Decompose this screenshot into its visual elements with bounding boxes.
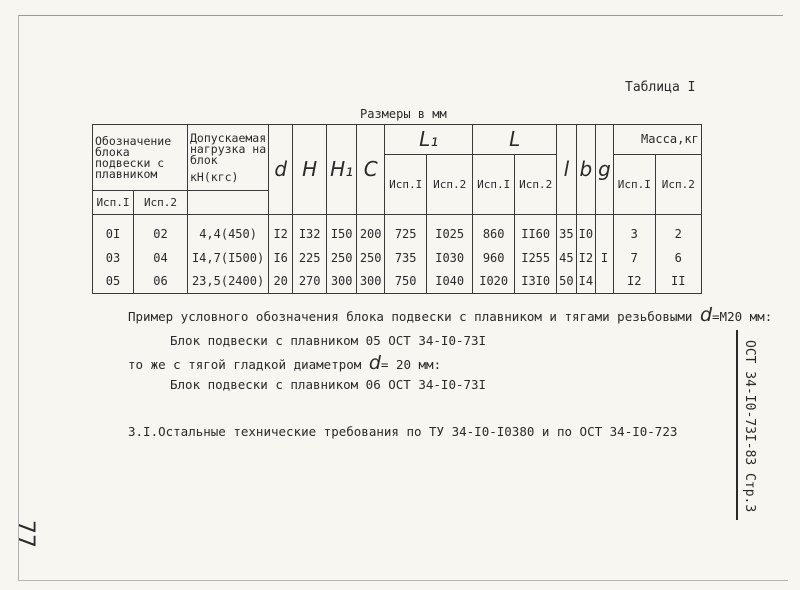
example-d-symbol: d <box>699 304 713 326</box>
cell-b: I2 <box>576 247 595 270</box>
cell-l: 35 <box>557 215 576 248</box>
header-load-blank <box>188 191 269 215</box>
header-mass-isp1: Исп.I <box>613 155 655 215</box>
cell-l1-2: I040 <box>427 270 473 294</box>
cell-isp2: 06 <box>134 270 188 294</box>
cell-h1: I50 <box>327 215 357 248</box>
header-l: l <box>557 125 576 215</box>
cell-c: 250 <box>357 247 385 270</box>
cell-m1: 7 <box>613 247 655 270</box>
cell-g <box>596 215 614 248</box>
header-load <box>188 125 269 191</box>
header-C: C <box>357 125 385 215</box>
rod-diameter: = 20 мм: <box>380 357 442 372</box>
clause-3-1: 3.I.Остальные технические требования по ТУ 34-I0-I0380 и по ОСТ 34-I0-723 <box>128 424 678 439</box>
cell-m2: II <box>655 270 701 294</box>
table-row <box>93 270 702 294</box>
cell-d: I2 <box>269 215 293 248</box>
page-edge-bottom <box>18 580 788 581</box>
header-b: b <box>576 125 595 215</box>
units-caption: Размеры в мм <box>360 107 447 121</box>
cell-c: 200 <box>357 215 385 248</box>
cell-b: I0 <box>576 215 595 248</box>
cell-l-2: II60 <box>515 215 557 248</box>
page-edge-top <box>18 15 783 16</box>
cell-l1-1: 725 <box>385 215 427 248</box>
page-edge-left <box>18 15 19 580</box>
cell-load: I4,7(I500) <box>188 247 269 270</box>
rod-d-symbol: d <box>368 352 381 374</box>
cell-l-1: 860 <box>473 215 515 248</box>
example-line <box>128 304 772 326</box>
table-label: Таблица I <box>625 80 696 95</box>
table-row <box>93 247 702 270</box>
cell-m2: 6 <box>655 247 701 270</box>
cell-l-1: I020 <box>473 270 515 294</box>
header-d: d <box>269 125 293 215</box>
cell-l1-2: I025 <box>427 215 473 248</box>
cell-l1-1: 750 <box>385 270 427 294</box>
dimensions-table <box>92 124 702 294</box>
cell-h1: 300 <box>327 270 357 294</box>
cell-b: I4 <box>576 270 595 294</box>
example-designation-1: Блок подвески с плавником 05 ОСТ 34-I0-73I <box>170 333 487 348</box>
cell-isp1: 0I <box>93 215 134 248</box>
cell-d: I6 <box>269 247 293 270</box>
same-with-rod-line <box>128 352 441 374</box>
table-row <box>93 215 702 248</box>
table-body <box>93 215 702 294</box>
header-L1-isp1: Исп.I <box>385 155 427 215</box>
cell-l: 50 <box>557 270 576 294</box>
cell-h: I32 <box>293 215 327 248</box>
example-thread: =М20 мм: <box>712 309 773 324</box>
cell-h1: 250 <box>327 247 357 270</box>
header-mass: Масса,кг <box>613 125 701 155</box>
header-L1: L₁ <box>385 125 473 155</box>
example-designation-2: Блок подвески с плавником 06 ОСТ 34-I0-73I <box>170 377 487 392</box>
cell-g: I <box>596 247 614 270</box>
cell-load: 4,4(450) <box>188 215 269 248</box>
side-standard-label: ОСТ 34-I0-73I-83 Стр.3 <box>742 340 757 513</box>
header-H: H <box>293 125 327 215</box>
cell-load: 23,5(2400) <box>188 270 269 294</box>
header-designation: Обозначение блока подвески с плавником <box>93 125 188 191</box>
cell-l-2: I3I0 <box>515 270 557 294</box>
header-H1: H₁ <box>327 125 357 215</box>
cell-m1: 3 <box>613 215 655 248</box>
cell-h: 225 <box>293 247 327 270</box>
header-isp1: Исп.I <box>93 191 134 215</box>
header-L-isp2: Исп.2 <box>515 155 557 215</box>
cell-l1-1: 735 <box>385 247 427 270</box>
cell-isp2: 04 <box>134 247 188 270</box>
header-load-text: Допускаемая нагрузка на блок <box>190 130 267 167</box>
cell-isp2: 02 <box>134 215 188 248</box>
header-isp2: Исп.2 <box>134 191 188 215</box>
cell-c: 300 <box>357 270 385 294</box>
cell-l1-2: I030 <box>427 247 473 270</box>
header-L-isp1: Исп.I <box>473 155 515 215</box>
cell-m1: I2 <box>613 270 655 294</box>
cell-m2: 2 <box>655 215 701 248</box>
cell-isp1: 05 <box>93 270 134 294</box>
cell-isp1: 03 <box>93 247 134 270</box>
cell-l-2: I255 <box>515 247 557 270</box>
same-with-rod-text: то же с тягой гладкой диаметром <box>128 357 362 372</box>
header-L1-isp2: Исп.2 <box>427 155 473 215</box>
header-g: g <box>596 125 614 215</box>
cell-h: 270 <box>293 270 327 294</box>
cell-l-1: 960 <box>473 247 515 270</box>
side-rule <box>736 330 738 520</box>
cell-g <box>596 270 614 294</box>
page-number: 77 <box>13 520 38 548</box>
header-L: L <box>473 125 557 155</box>
cell-d: 20 <box>269 270 293 294</box>
header-mass-isp2: Исп.2 <box>655 155 701 215</box>
cell-l: 45 <box>557 247 576 270</box>
example-text: Пример условного обозначения блока подвески с плавником и тягами резьбовыми <box>128 309 693 324</box>
header-load-unit: кН(кгс) <box>190 169 239 184</box>
